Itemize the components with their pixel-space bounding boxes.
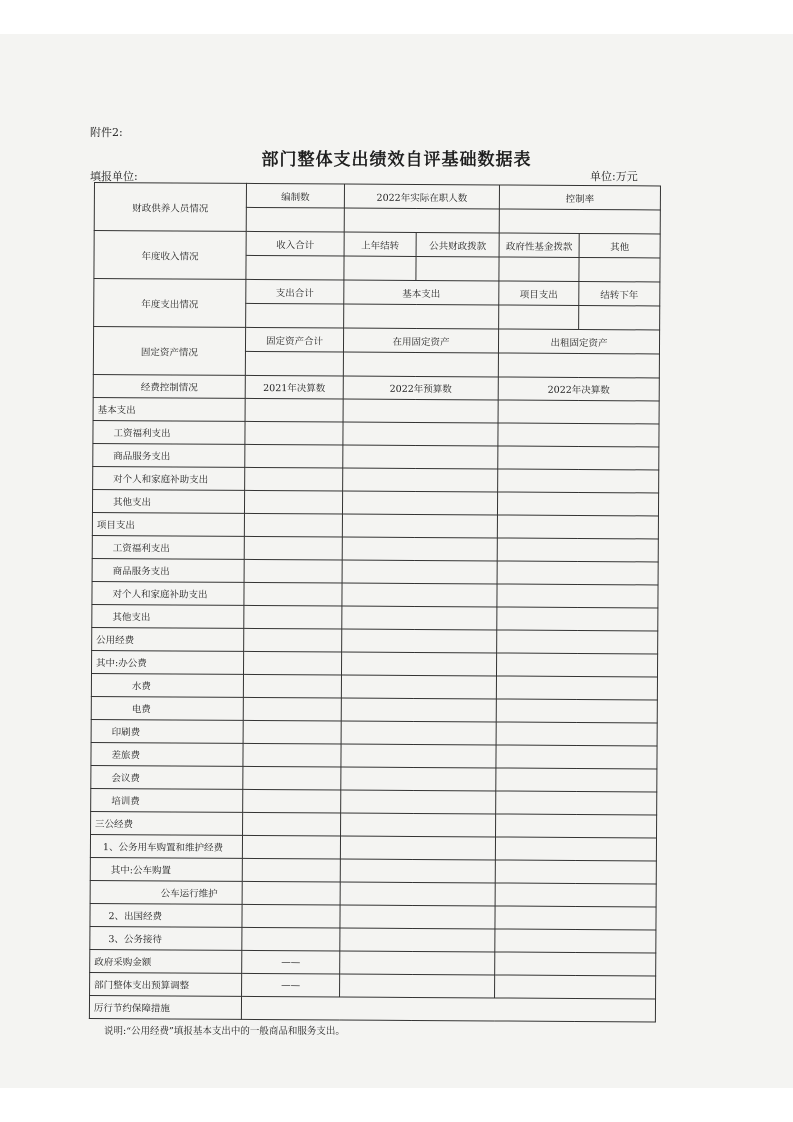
table-row <box>91 719 657 745</box>
cell-2021[interactable] <box>244 559 342 583</box>
cell-2021[interactable] <box>242 881 340 905</box>
cell-2022-final[interactable] <box>498 423 659 447</box>
cell-2021[interactable] <box>244 513 342 537</box>
cell-2022-budget[interactable] <box>343 445 498 469</box>
cell-2022-final[interactable] <box>498 446 659 470</box>
table-row <box>90 880 656 906</box>
expense-value-basic[interactable] <box>344 304 499 329</box>
table-row <box>93 443 659 469</box>
cell-2022-budget[interactable] <box>340 836 495 860</box>
cell-2022-final[interactable] <box>497 607 658 631</box>
expense-header-total: 支出合计 <box>246 279 344 304</box>
row-label-project-salary: 工资福利支出 <box>92 535 244 559</box>
table-row <box>91 765 657 791</box>
income-label: 年度收入情况 <box>94 231 246 280</box>
cell-2022-budget[interactable] <box>341 767 496 791</box>
table-row <box>89 995 655 1021</box>
row-label-project-subsidy: 对个人和家庭补助支出 <box>92 581 244 605</box>
row-label-three-public: 三公经费 <box>91 811 243 835</box>
cell-2022-budget[interactable] <box>343 399 498 423</box>
footnote: 说明:“公用经费”填报基本支出中的一般商品和服务支出。 <box>104 1026 345 1037</box>
cell-saving-measures[interactable] <box>241 996 655 1022</box>
assets-header-total: 固定资产合计 <box>245 327 343 352</box>
table-row <box>92 581 658 607</box>
staff-header-rate: 控制率 <box>499 185 660 210</box>
assets-value-total[interactable] <box>245 351 343 376</box>
cell-2021[interactable] <box>242 835 340 859</box>
filler-unit-label: 填报单位: <box>90 170 138 183</box>
staff-header-actual: 2022年实际在职人数 <box>344 184 499 209</box>
control-header-2021-final: 2021年决算数 <box>245 375 343 399</box>
row-label-basic-subsidy: 对个人和家庭补助支出 <box>93 466 245 490</box>
cell-2022-final[interactable] <box>496 676 657 700</box>
cell-2022-budget[interactable] <box>340 882 495 906</box>
cell-2021[interactable] <box>244 605 342 629</box>
row-label-basic-goods: 商品服务支出 <box>93 443 245 467</box>
table-row <box>91 650 657 676</box>
expense-value-total[interactable] <box>246 303 344 328</box>
row-label-adjust: 部门整体支出预算调整 <box>90 972 242 996</box>
table-row <box>94 231 660 258</box>
table-row <box>91 673 657 699</box>
table-row <box>92 604 658 630</box>
cell-2022-final[interactable] <box>497 492 658 516</box>
cell-2022-budget[interactable] <box>340 859 495 883</box>
income-header-public-finance: 公共财政拨款 <box>416 232 499 257</box>
currency-unit-label: 单位:万元 <box>590 170 638 183</box>
row-label-printing: 印刷费 <box>91 719 243 743</box>
cell-2022-budget[interactable] <box>341 698 496 722</box>
row-label-water: 水费 <box>91 673 243 697</box>
cell-2021[interactable] <box>243 766 341 790</box>
cell-2022-budget[interactable] <box>342 583 497 607</box>
assets-label: 固定资产情况 <box>93 327 245 376</box>
cell-2022-budget[interactable] <box>340 905 495 929</box>
table-row <box>92 627 658 653</box>
cell-2022-budget[interactable] <box>340 928 495 952</box>
cell-2022-final[interactable] <box>495 860 656 884</box>
row-label-public: 公用经费 <box>92 627 244 651</box>
cell-2022-budget[interactable] <box>341 744 496 768</box>
row-label-project: 项目支出 <box>92 512 244 536</box>
table-row <box>93 397 659 423</box>
data-table <box>89 182 661 1022</box>
cell-2022-final[interactable] <box>497 584 658 608</box>
cell-2021[interactable] <box>245 398 343 422</box>
cell-2021[interactable] <box>242 858 340 882</box>
control-label: 经费控制情况 <box>93 374 245 398</box>
cell-2022-budget[interactable] <box>341 675 496 699</box>
expense-value-project[interactable] <box>499 305 579 329</box>
table-row <box>91 742 657 768</box>
cell-2021[interactable] <box>243 720 341 744</box>
cell-2021[interactable] <box>244 490 342 514</box>
table-row <box>93 327 659 354</box>
cell-2021[interactable] <box>244 628 342 652</box>
staff-header-quota: 编制数 <box>246 183 344 208</box>
table-row <box>90 857 656 883</box>
control-header-2022-budget: 2022年预算数 <box>343 376 498 400</box>
assets-header-leased: 出租固定资产 <box>498 329 659 354</box>
cell-2022-final[interactable] <box>495 837 656 861</box>
cell-2022-budget[interactable] <box>341 721 496 745</box>
cell-2022-final[interactable] <box>496 745 657 769</box>
expense-label: 年度支出情况 <box>94 279 246 328</box>
cell-2022-final[interactable] <box>497 538 658 562</box>
row-label-travel: 差旅费 <box>91 742 243 766</box>
expense-header-basic: 基本支出 <box>344 280 499 305</box>
income-header-total: 收入合计 <box>246 231 344 256</box>
cell-2021[interactable] <box>243 651 341 675</box>
cell-2022-budget[interactable] <box>341 813 496 837</box>
row-label-basic-salary: 工资福利支出 <box>93 420 245 444</box>
adjust-dash: —— <box>242 973 340 997</box>
cell-2022-budget[interactable] <box>342 560 497 584</box>
cell-2022-final[interactable] <box>495 952 656 976</box>
cell-2021[interactable] <box>245 421 343 445</box>
staff-value-rate[interactable] <box>499 209 660 234</box>
row-label-vehicle-run: 公车运行维护 <box>90 880 242 904</box>
cell-2022-final[interactable] <box>496 791 657 815</box>
cell-2021[interactable] <box>243 743 341 767</box>
page-title: 部门整体支出绩效自评基础数据表 <box>261 150 532 170</box>
cell-2021[interactable] <box>243 789 341 813</box>
row-label-meeting: 会议费 <box>91 765 243 789</box>
table-row <box>91 788 657 814</box>
table-row <box>92 558 658 584</box>
staff-value-actual[interactable] <box>344 208 499 233</box>
cell-2022-final[interactable] <box>496 699 657 723</box>
table-row <box>90 972 656 998</box>
cell-2021[interactable] <box>243 812 341 836</box>
row-label-procurement: 政府采购金额 <box>90 949 242 973</box>
cell-2021[interactable] <box>244 582 342 606</box>
cell-2022-final[interactable] <box>495 883 656 907</box>
income-value-total[interactable] <box>246 255 344 280</box>
cell-2022-final[interactable] <box>498 400 659 424</box>
cell-2022-budget[interactable] <box>342 537 497 561</box>
expense-header-carry-forward: 结转下年 <box>579 281 660 305</box>
income-value-other[interactable] <box>579 257 660 281</box>
table-row <box>92 512 658 538</box>
staff-label: 财政供养人员情况 <box>94 183 246 232</box>
cell-2022-budget[interactable] <box>343 422 498 446</box>
table-row <box>92 489 658 515</box>
cell-2022-budget[interactable] <box>340 974 495 998</box>
income-value-carryover[interactable] <box>344 256 416 280</box>
row-label-training: 培训费 <box>91 788 243 812</box>
row-label-basic: 基本支出 <box>93 397 245 421</box>
cell-2021[interactable] <box>244 536 342 560</box>
procurement-dash: —— <box>242 950 340 974</box>
cell-2022-budget[interactable] <box>341 790 496 814</box>
cell-2022-final[interactable] <box>498 469 659 493</box>
cell-2022-budget[interactable] <box>341 652 496 676</box>
cell-2022-final[interactable] <box>496 814 657 838</box>
expense-header-project: 项目支出 <box>499 281 579 305</box>
cell-2022-final[interactable] <box>496 722 657 746</box>
row-label-basic-other: 其他支出 <box>92 489 244 513</box>
income-header-other: 其他 <box>579 233 660 257</box>
table-row <box>94 183 660 210</box>
cell-2022-final[interactable] <box>496 653 657 677</box>
table-row <box>93 466 659 492</box>
assets-value-in-use[interactable] <box>343 352 498 377</box>
cell-2022-final[interactable] <box>495 975 656 999</box>
control-header-2022-final: 2022年决算数 <box>498 377 659 401</box>
cell-2022-final[interactable] <box>496 768 657 792</box>
table-row <box>90 903 656 929</box>
income-value-public-finance[interactable] <box>416 256 499 281</box>
row-label-vehicle: 1、公务用车购置和维护经费 <box>90 834 242 858</box>
row-label-reception: 3、公务接待 <box>90 926 242 950</box>
cell-2021[interactable] <box>245 467 343 491</box>
cell-2022-budget[interactable] <box>343 468 498 492</box>
cell-2022-budget[interactable] <box>342 514 497 538</box>
cell-2021[interactable] <box>243 674 341 698</box>
cell-2022-final[interactable] <box>497 561 658 585</box>
table-row <box>90 949 656 975</box>
cell-2022-final[interactable] <box>495 906 656 930</box>
cell-2021[interactable] <box>242 904 340 928</box>
cell-2022-final[interactable] <box>497 515 658 539</box>
assets-value-leased[interactable] <box>498 353 659 378</box>
expense-value-carry-forward[interactable] <box>579 305 660 329</box>
income-value-fund[interactable] <box>499 257 579 281</box>
row-label-abroad: 2、出国经费 <box>90 903 242 927</box>
cell-2022-final[interactable] <box>497 630 658 654</box>
row-label-project-other: 其他支出 <box>92 604 244 628</box>
cell-2022-budget[interactable] <box>340 951 495 975</box>
cell-2021[interactable] <box>245 444 343 468</box>
cell-2021[interactable] <box>242 927 340 951</box>
table-row <box>90 834 656 860</box>
table-row <box>93 374 659 400</box>
cell-2022-budget[interactable] <box>342 491 497 515</box>
row-label-office: 其中:办公费 <box>91 650 243 674</box>
cell-2022-budget[interactable] <box>342 606 497 630</box>
staff-value-quota[interactable] <box>246 207 344 232</box>
table-row <box>92 535 658 561</box>
income-header-fund: 政府性基金拨款 <box>499 233 579 257</box>
row-label-saving: 厉行节约保障措施 <box>89 995 241 1019</box>
table-row <box>91 696 657 722</box>
cell-2021[interactable] <box>243 697 341 721</box>
row-label-vehicle-buy: 其中:公车购置 <box>90 857 242 881</box>
income-header-carryover: 上年结转 <box>344 232 416 256</box>
cell-2022-final[interactable] <box>495 929 656 953</box>
table-row <box>93 420 659 446</box>
table-row <box>94 279 660 306</box>
assets-header-in-use: 在用固定资产 <box>343 328 498 353</box>
table-row <box>91 811 657 837</box>
row-label-electric: 电费 <box>91 696 243 720</box>
row-label-project-goods: 商品服务支出 <box>92 558 244 582</box>
cell-2022-budget[interactable] <box>342 629 497 653</box>
attachment-label: 附件2: <box>90 126 123 139</box>
table-row <box>90 926 656 952</box>
